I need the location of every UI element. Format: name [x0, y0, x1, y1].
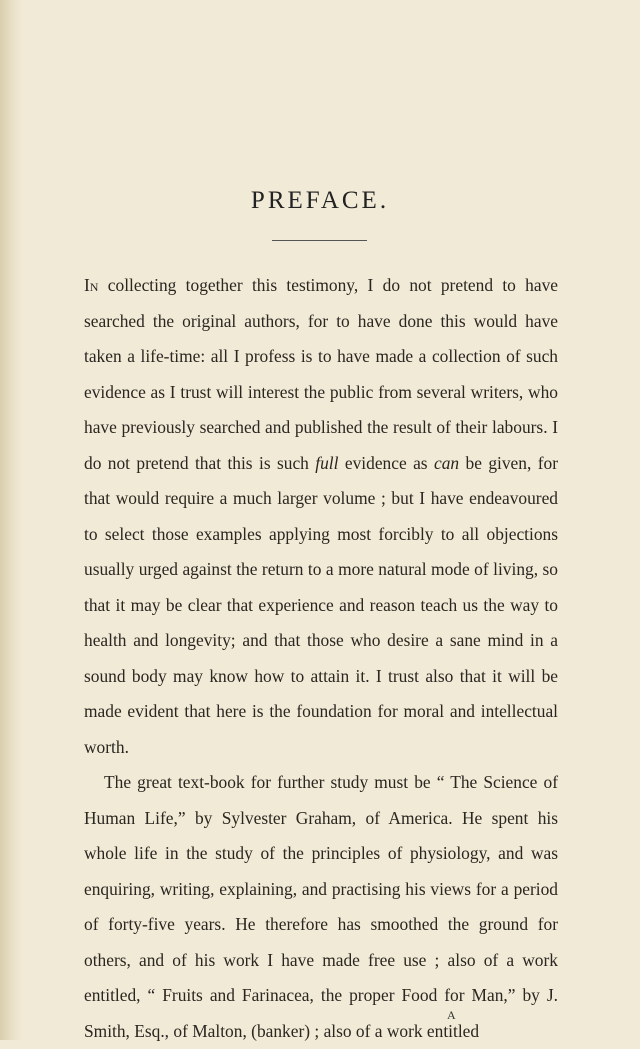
emphasis-full: full: [315, 452, 339, 473]
title-divider: [272, 240, 367, 241]
page-title: PREFACE.: [250, 186, 390, 214]
paragraph-1-text-c: be given, for that would require a much larger volume ; but I have endeavoured to select those examples applying most forcibly to all objections usually urged against the return to a more natural mode of living, so that it may be clear that experience and reason teach us the way to health and longevity; and that those who desire a sane mind in a sound body may know how to attain it. I trust also that it will be made evident that here is the foundation for moral and intellectual worth.: [84, 452, 558, 757]
page-edge-shadow: [0, 0, 22, 1040]
signature-mark: A: [447, 1008, 457, 1022]
paragraph-1: [84, 268, 558, 765]
emphasis-can: can: [433, 452, 460, 473]
paragraph-1-text-a: collecting together this testimony, I do not pretend to have searched the original authors, for to have done this would have taken a life-time: all I profess is to have made a collection of such evidence as I trust will interest the public from several writers, who have previously searched and published the result of their labours. I do not pretend that this is such: [84, 275, 558, 473]
drop-lead-word: In: [84, 275, 99, 295]
preface-body: [84, 268, 558, 1049]
paragraph-2: The great text-book for further study must be “ The Science of Human Life,” by Sylvester Graham, of America. He spent his whole life in the study of the principles of physiology, and was enquiring, writing, explaining, and practising his views for a period of forty-five years. He therefore has smoothed the ground for others, and of his work I have made free use ; also of a work entitled, “ Fruits and Farinacea, the proper Food for Man,” by J. Smith, Esq., of Malton, (banker) ; also of a work entitled: [84, 772, 558, 1041]
paragraph-1-text-b: evidence as: [338, 452, 434, 473]
